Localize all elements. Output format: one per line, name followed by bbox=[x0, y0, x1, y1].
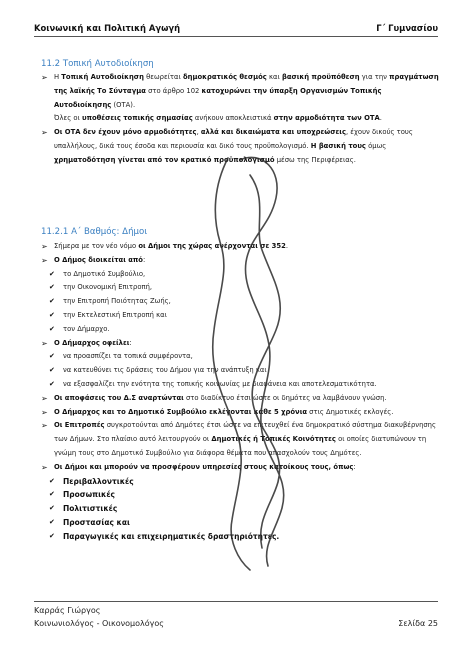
text-run: οι Δήμοι της χώρας ανέρχονται σε 352 bbox=[138, 242, 286, 250]
text-run: για την bbox=[359, 73, 390, 81]
check-icon: ✔ bbox=[49, 476, 55, 485]
text-run: : bbox=[142, 255, 146, 264]
list-item: ✔ την Οικονομική Επιτροπή, bbox=[41, 281, 439, 295]
arrow-bullet-icon: ➢ bbox=[41, 242, 48, 251]
text-run: . bbox=[285, 242, 289, 250]
text-run: Οι Δήμοι και μπορούν να προσφέρουν υπηρεσίες στους κατοίκους τους, όπως bbox=[54, 462, 354, 471]
text-run: δημοκρατικός θεσμός bbox=[182, 73, 267, 81]
arrow-bullet-icon: ➢ bbox=[41, 393, 48, 403]
header-course-title: Κοινωνική και Πολιτική Αγωγή bbox=[34, 23, 181, 33]
check-icon: ✔ bbox=[49, 310, 55, 319]
footer-author: Καρράς Γιώργος bbox=[34, 606, 101, 615]
text-run: Η bbox=[54, 73, 62, 81]
arrow-bullet-icon: ➢ bbox=[41, 128, 48, 138]
text-run: Δημοτικές ή Τοπικές Κοινότητες bbox=[211, 435, 336, 444]
arrow-bullet-icon: ➢ bbox=[41, 462, 48, 472]
text-run: Η βασική τους bbox=[310, 141, 366, 150]
page-number: Σελίδα 25 bbox=[398, 619, 438, 628]
check-icon: ✔ bbox=[49, 352, 55, 361]
text-run: όμως bbox=[365, 141, 387, 150]
list-item: ✔ Πολιτιστικές bbox=[41, 502, 439, 516]
arrow-bullet-icon: ➢ bbox=[41, 73, 48, 82]
check-icon: ✔ bbox=[49, 297, 55, 306]
footer-divider bbox=[34, 601, 438, 602]
list-item: ✔ το Δημοτικό Συμβούλιο, bbox=[41, 268, 439, 282]
text-run: στο διαδίκτυο έτσι ώστε οι δημότες να λαμβάνουν γνώση. bbox=[183, 393, 387, 402]
list-item: ✔ τον Δήμαρχο. bbox=[41, 323, 439, 337]
text-run: στο άρθρο 102 bbox=[145, 86, 202, 95]
text-run: χρηματοδότηση γίνεται από τον κρατικό προϋπολογισμό bbox=[54, 155, 275, 164]
list-item: ✔ Προσωπικές bbox=[41, 488, 439, 502]
arrow-bullet-icon: ➢ bbox=[41, 421, 48, 431]
section-heading-municipalities: 11.2.1 Α΄ Βαθμός: Δήμοι bbox=[41, 227, 148, 237]
text-run: αλλά και δικαιώματα και υποχρεώσεις bbox=[200, 128, 346, 137]
check-icon: ✔ bbox=[49, 517, 55, 526]
section-heading-local-government: 11.2 Τοπική Αυτοδιοίκηση bbox=[41, 59, 154, 69]
text-run: μέσω της Περιφέρειας. bbox=[274, 155, 356, 164]
text-run: ανήκουν αποκλειστικά bbox=[192, 114, 274, 123]
text-run: στις Δημοτικές εκλογές. bbox=[307, 407, 394, 416]
check-icon: ✔ bbox=[49, 490, 55, 499]
text-run: βασική προϋπόθεση bbox=[281, 73, 360, 81]
list-item: ✔ Παραγωγικές και επιχειρηματικές δραστηριότητες. bbox=[41, 530, 439, 544]
text-run: Ο Δήμαρχος οφείλει bbox=[54, 338, 130, 347]
text-run: Σήμερα με τον νέο νόμο bbox=[54, 242, 139, 250]
list-item: ✔ να κατευθύνει τις δράσεις του Δήμου για την ανάπτυξη και bbox=[41, 364, 439, 378]
text-run: Ο Δήμαρχος και το Δημοτικό Συμβούλιο εκλέγονται κάθε 5 χρόνια bbox=[54, 407, 308, 416]
footer-role: Κοινωνιολόγος - Οικονομολόγος bbox=[34, 619, 164, 628]
check-icon: ✔ bbox=[49, 504, 55, 513]
list-item: ✔ Προστασίας και bbox=[41, 516, 439, 530]
text-run: : bbox=[129, 338, 132, 347]
check-icon: ✔ bbox=[49, 324, 55, 333]
text-run: Ο Δήμος διοικείται από bbox=[54, 255, 143, 264]
list-item: ✔ να εξασφαλίζει την ενότητα της τοπικής κοινωνίας με διαφάνεια και αποτελεσματικότητα. bbox=[41, 378, 439, 392]
list-item: ✔ την Επιτροπή Ποιότητας Ζωής, bbox=[41, 295, 439, 309]
text-run: κατοχυρώνει την ύπαρξη Οργανισμών Τοπικής Αυτοδιοίκησης bbox=[54, 86, 382, 109]
text-run: Τοπική Αυτοδιοίκηση bbox=[61, 73, 144, 81]
check-icon: ✔ bbox=[49, 283, 55, 292]
text-run: συγκροτούνται από Δημότες έτσι ώστε να επιτευχθεί ένα δημοκρατικό σύστημα διακυβέρνησης των Δήμων. Στο πλαίσιο αυτό λειτουργούν οι bbox=[54, 421, 436, 444]
text-run: και bbox=[266, 73, 282, 81]
text-run: οι οποίες διατυπώνουν τη γνώμη τους στο Δημοτικό Συμβούλιο για διάφορα θέματα που απασχολούν τους Δημότες. bbox=[54, 435, 427, 457]
text-run: θεωρείται bbox=[143, 73, 183, 81]
header-grade: Γ΄ Γυμνασίου bbox=[376, 23, 438, 33]
list-item: ✔ να προασπίζει τα τοπικά συμφέροντα, bbox=[41, 350, 439, 364]
arrow-bullet-icon: ➢ bbox=[41, 338, 48, 348]
arrow-bullet-icon: ➢ bbox=[41, 255, 48, 265]
text-run: . bbox=[379, 114, 382, 123]
list-item: ✔ Περιβαλλοντικές bbox=[41, 475, 439, 489]
text-run: , bbox=[196, 128, 201, 137]
text-run: Το Σύνταγμα bbox=[97, 86, 146, 95]
list-item: ✔ την Εκτελεστική Επιτροπή και bbox=[41, 309, 439, 323]
text-run: Οι ΟΤΑ δεν έχουν μόνο αρμοδιότητες bbox=[54, 128, 197, 137]
page-footer bbox=[34, 619, 438, 628]
check-icon: ✔ bbox=[49, 379, 55, 388]
check-icon: ✔ bbox=[49, 366, 55, 375]
arrow-bullet-icon: ➢ bbox=[41, 407, 48, 417]
check-icon: ✔ bbox=[49, 531, 55, 540]
text-run: Οι αποφάσεις του Δ.Σ αναρτώνται bbox=[54, 393, 184, 402]
text-run: : bbox=[353, 462, 356, 471]
text-run: Οι Επιτροπές bbox=[54, 421, 105, 430]
text-run: , έχουν δικούς τους υπαλλήλους, δικά τους έσοδα και περιουσία και δικό τους προϋπολογισμό. bbox=[54, 128, 413, 150]
text-run: (ΟΤΑ). bbox=[111, 100, 136, 109]
scribble-stroke bbox=[213, 157, 284, 570]
text-run: υποθέσεις τοπικής σημασίας bbox=[82, 114, 193, 123]
text-run: στην αρμοδιότητα των ΟΤΑ bbox=[273, 114, 380, 123]
text-run: Όλες οι bbox=[54, 114, 82, 123]
text-run: πραγμάτωση της λαϊκής bbox=[54, 73, 439, 95]
check-icon: ✔ bbox=[49, 269, 55, 278]
